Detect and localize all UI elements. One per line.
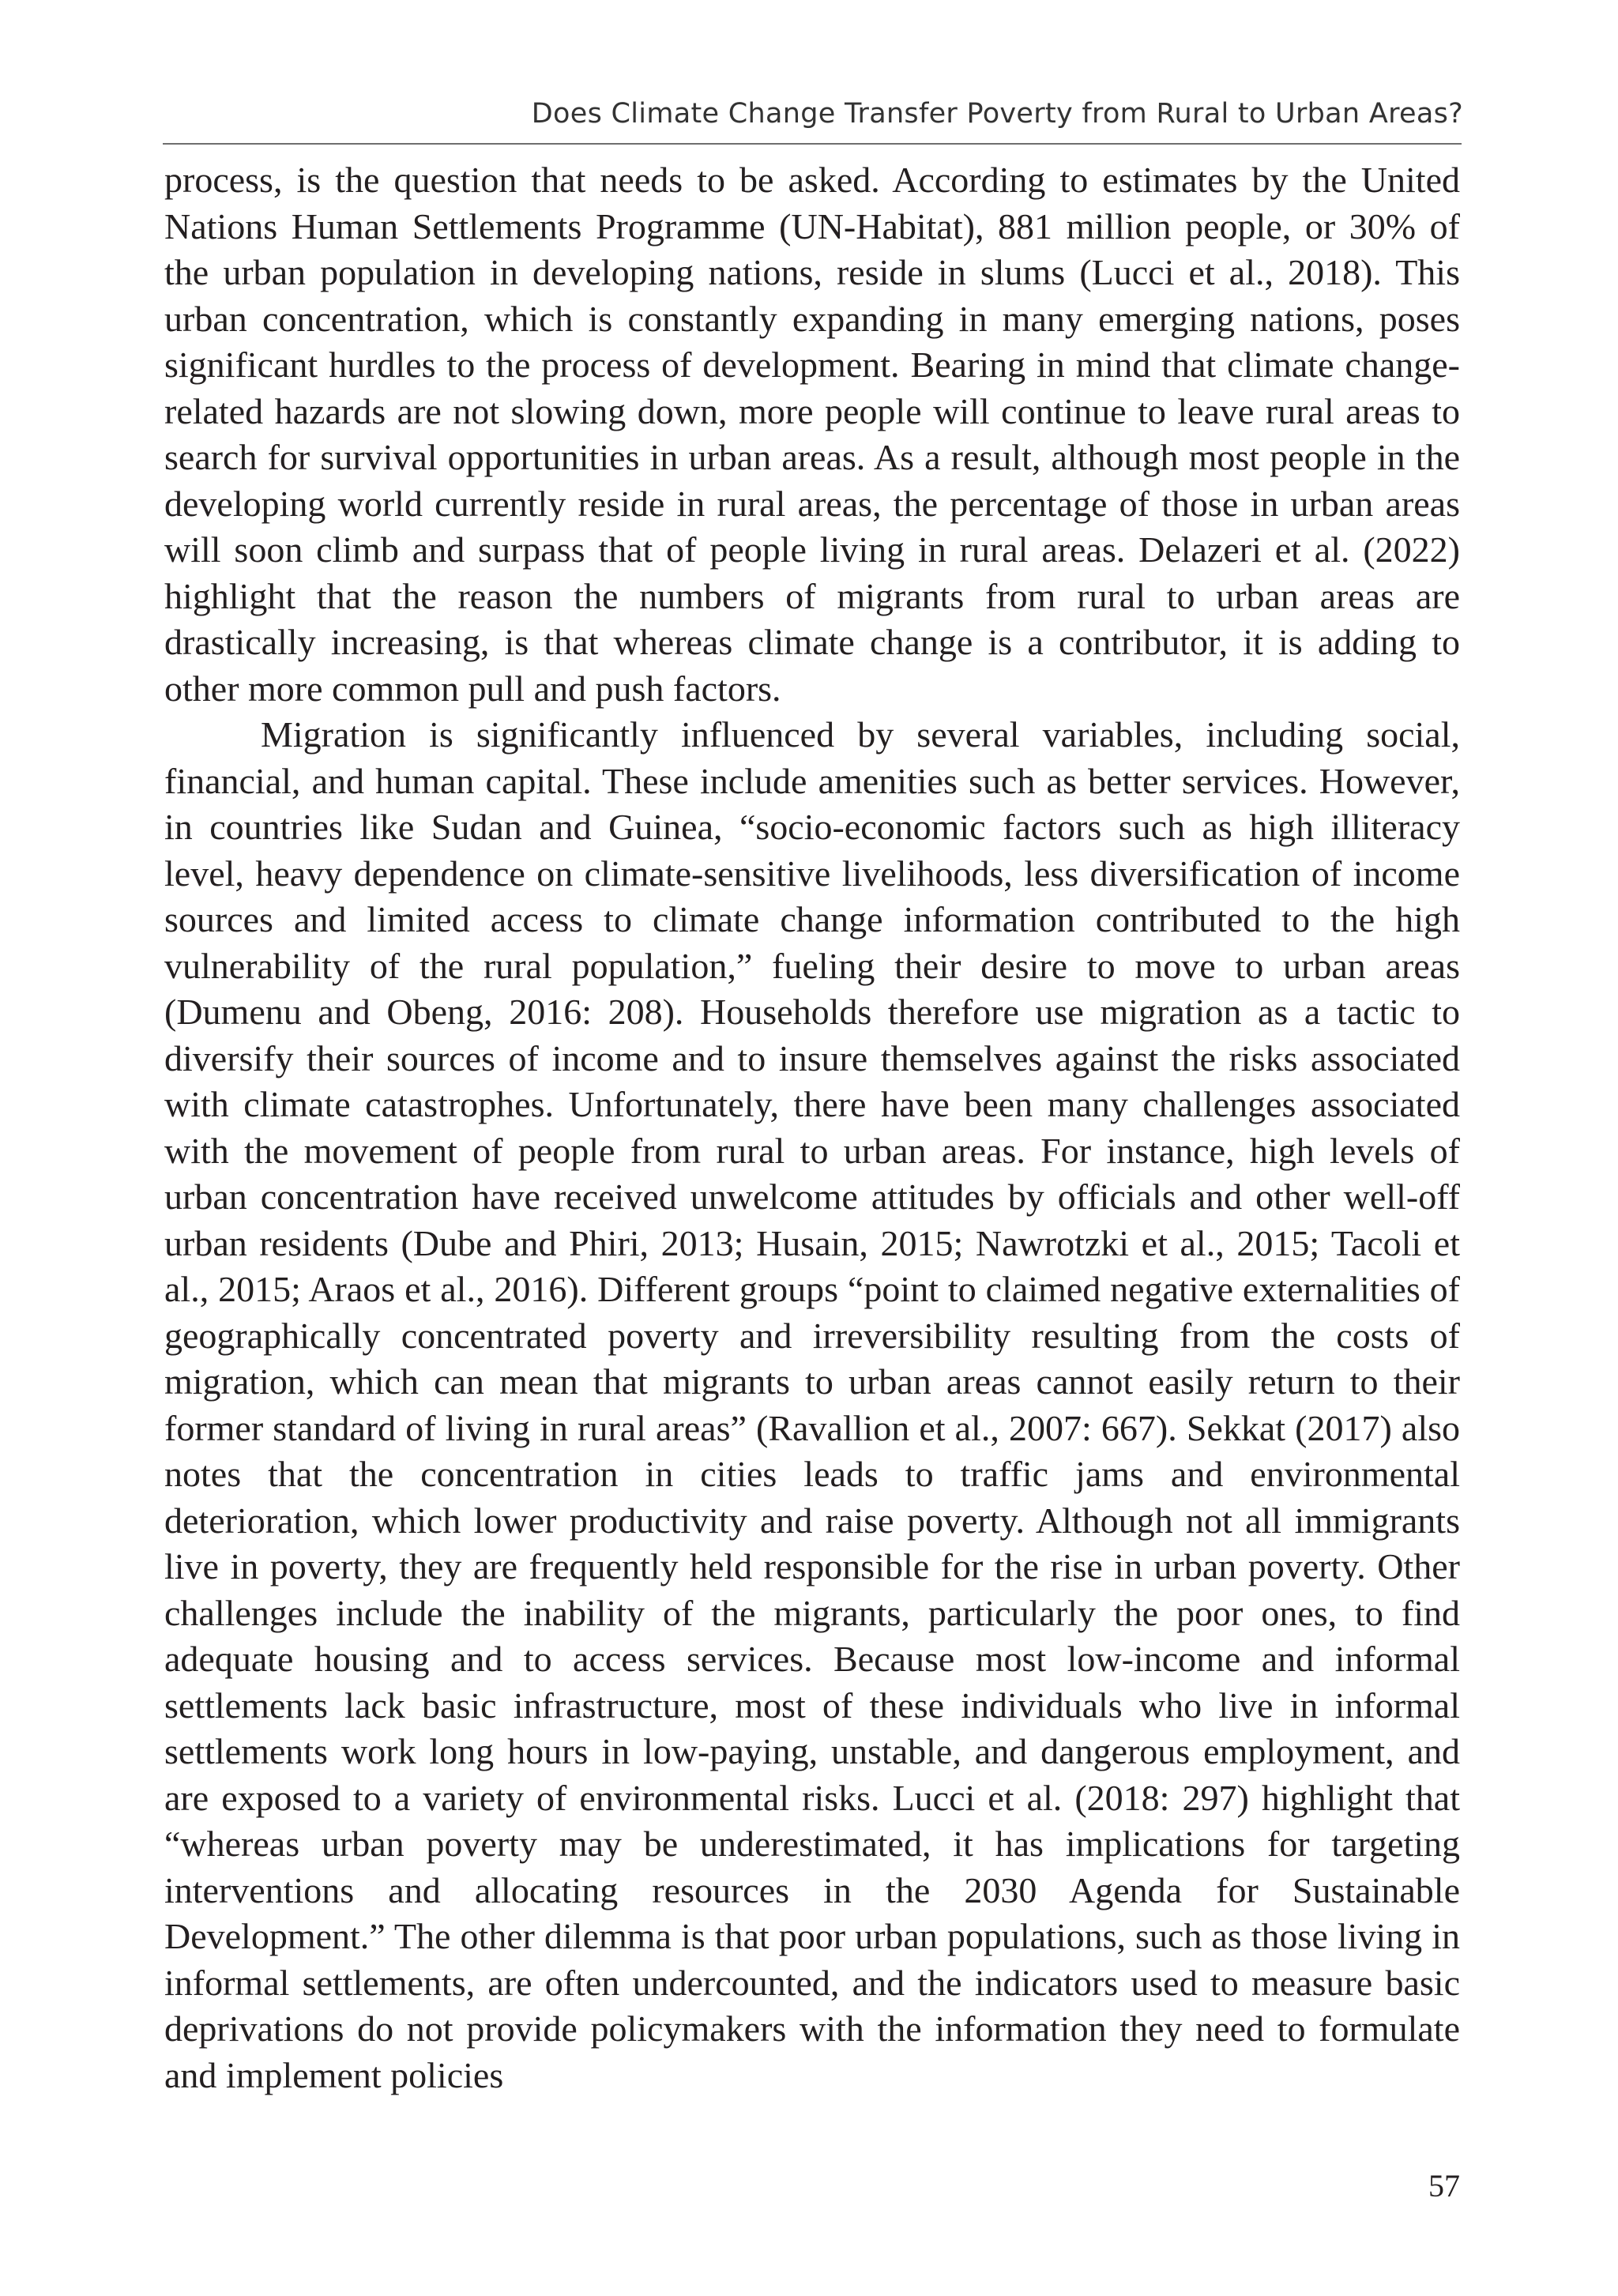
page-number: 57 xyxy=(1428,2168,1460,2204)
paragraph-migration: Migration is significantly influenced by several variables, including social, financial, and human capital. These include amenities such as better services. However, in countries like Sudan and Guinea, “socio-economic factors such as high illiteracy level, heavy dependence on climate-sensitive livelihoods, less diversification of income sources and limited access to climate change information contributed to the high vulnerability of the rural population,” fueling their desire to move to urban areas (Dumenu and Obeng, 2016: 208). Households therefore use migration as a tactic to diversify their sources of income and to insure themselves against the risks associated with climate catastrophes. Unfortunately, there have been many challenges associated with the movement of people from rural to urban areas. For instance, high levels of urban concentration have received unwelcome attitudes by officials and other well-off urban residents (Dube and Phiri, 2013; Husain, 2015; Nawrotzki et al., 2015; Tacoli et al., 2015; Araos et al., 2016). Different groups “point to claimed negative externalities of geographically concentrated poverty and irreversibility resulting from the costs of migration, which can mean that migrants to urban areas cannot easily return to their former standard of living in rural areas” (Ravallion et al., 2007: 667). Sekkat (2017) also notes that the concentration in cities leads to traffic jams and environmental deterioration, which lower productivity and raise poverty. Although not all immigrants live in poverty, they are frequently held responsible for the rise in urban poverty. Other challenges include the inability of the migrants, particularly the poor ones, to find adequate housing and to access services. Because most low-income and informal settlements lack basic infrastructure, most of these individuals who live in informal settlements work long hours in low-paying, unstable, and dangerous employment, and are exposed to a variety of environmental risks. Lucci et al. (2018: 297) highlight that “whereas urban poverty may be underestimated, it has implications for targeting interventions and allocating resources in the 2030 Agenda for Sustainable Development.” The other dilemma is that poor urban populations, such as those living in informal settlements, are often undercounted, and the indicators used to measure basic deprivations do not provide policymakers with the information they need to formulate and implement policies xyxy=(164,714,1460,2095)
paragraph-continued: process, is the question that needs to be asked. According to estimates by the United Nations Human Settlements Programme (UN-Habitat), 881 million people, or 30% of the urban population in developing nations, reside in slums (Lucci et al., 2018). This urban concentration, which is constantly expanding in many emerging nations, poses significant hurdles to the process of development. Bearing in mind that climate change-related hazards are not slowing down, more people will continue to leave rural areas to search for survival opportunities in urban areas. As a result, although most people in the developing world currently reside in rural areas, the percentage of those in urban areas will soon climb and surpass that of people living in rural areas. Delazeri et al. (2022) highlight that the reason the numbers of migrants from rural to urban areas are drastically increasing, is that whereas climate change is a contributor, it is adding to other more common pull and push factors. xyxy=(164,160,1460,709)
body-text xyxy=(164,157,1460,2098)
running-header-title: Does Climate Change Transfer Poverty from Rural to Urban Areas? xyxy=(531,98,1463,130)
header-divider xyxy=(163,143,1462,145)
